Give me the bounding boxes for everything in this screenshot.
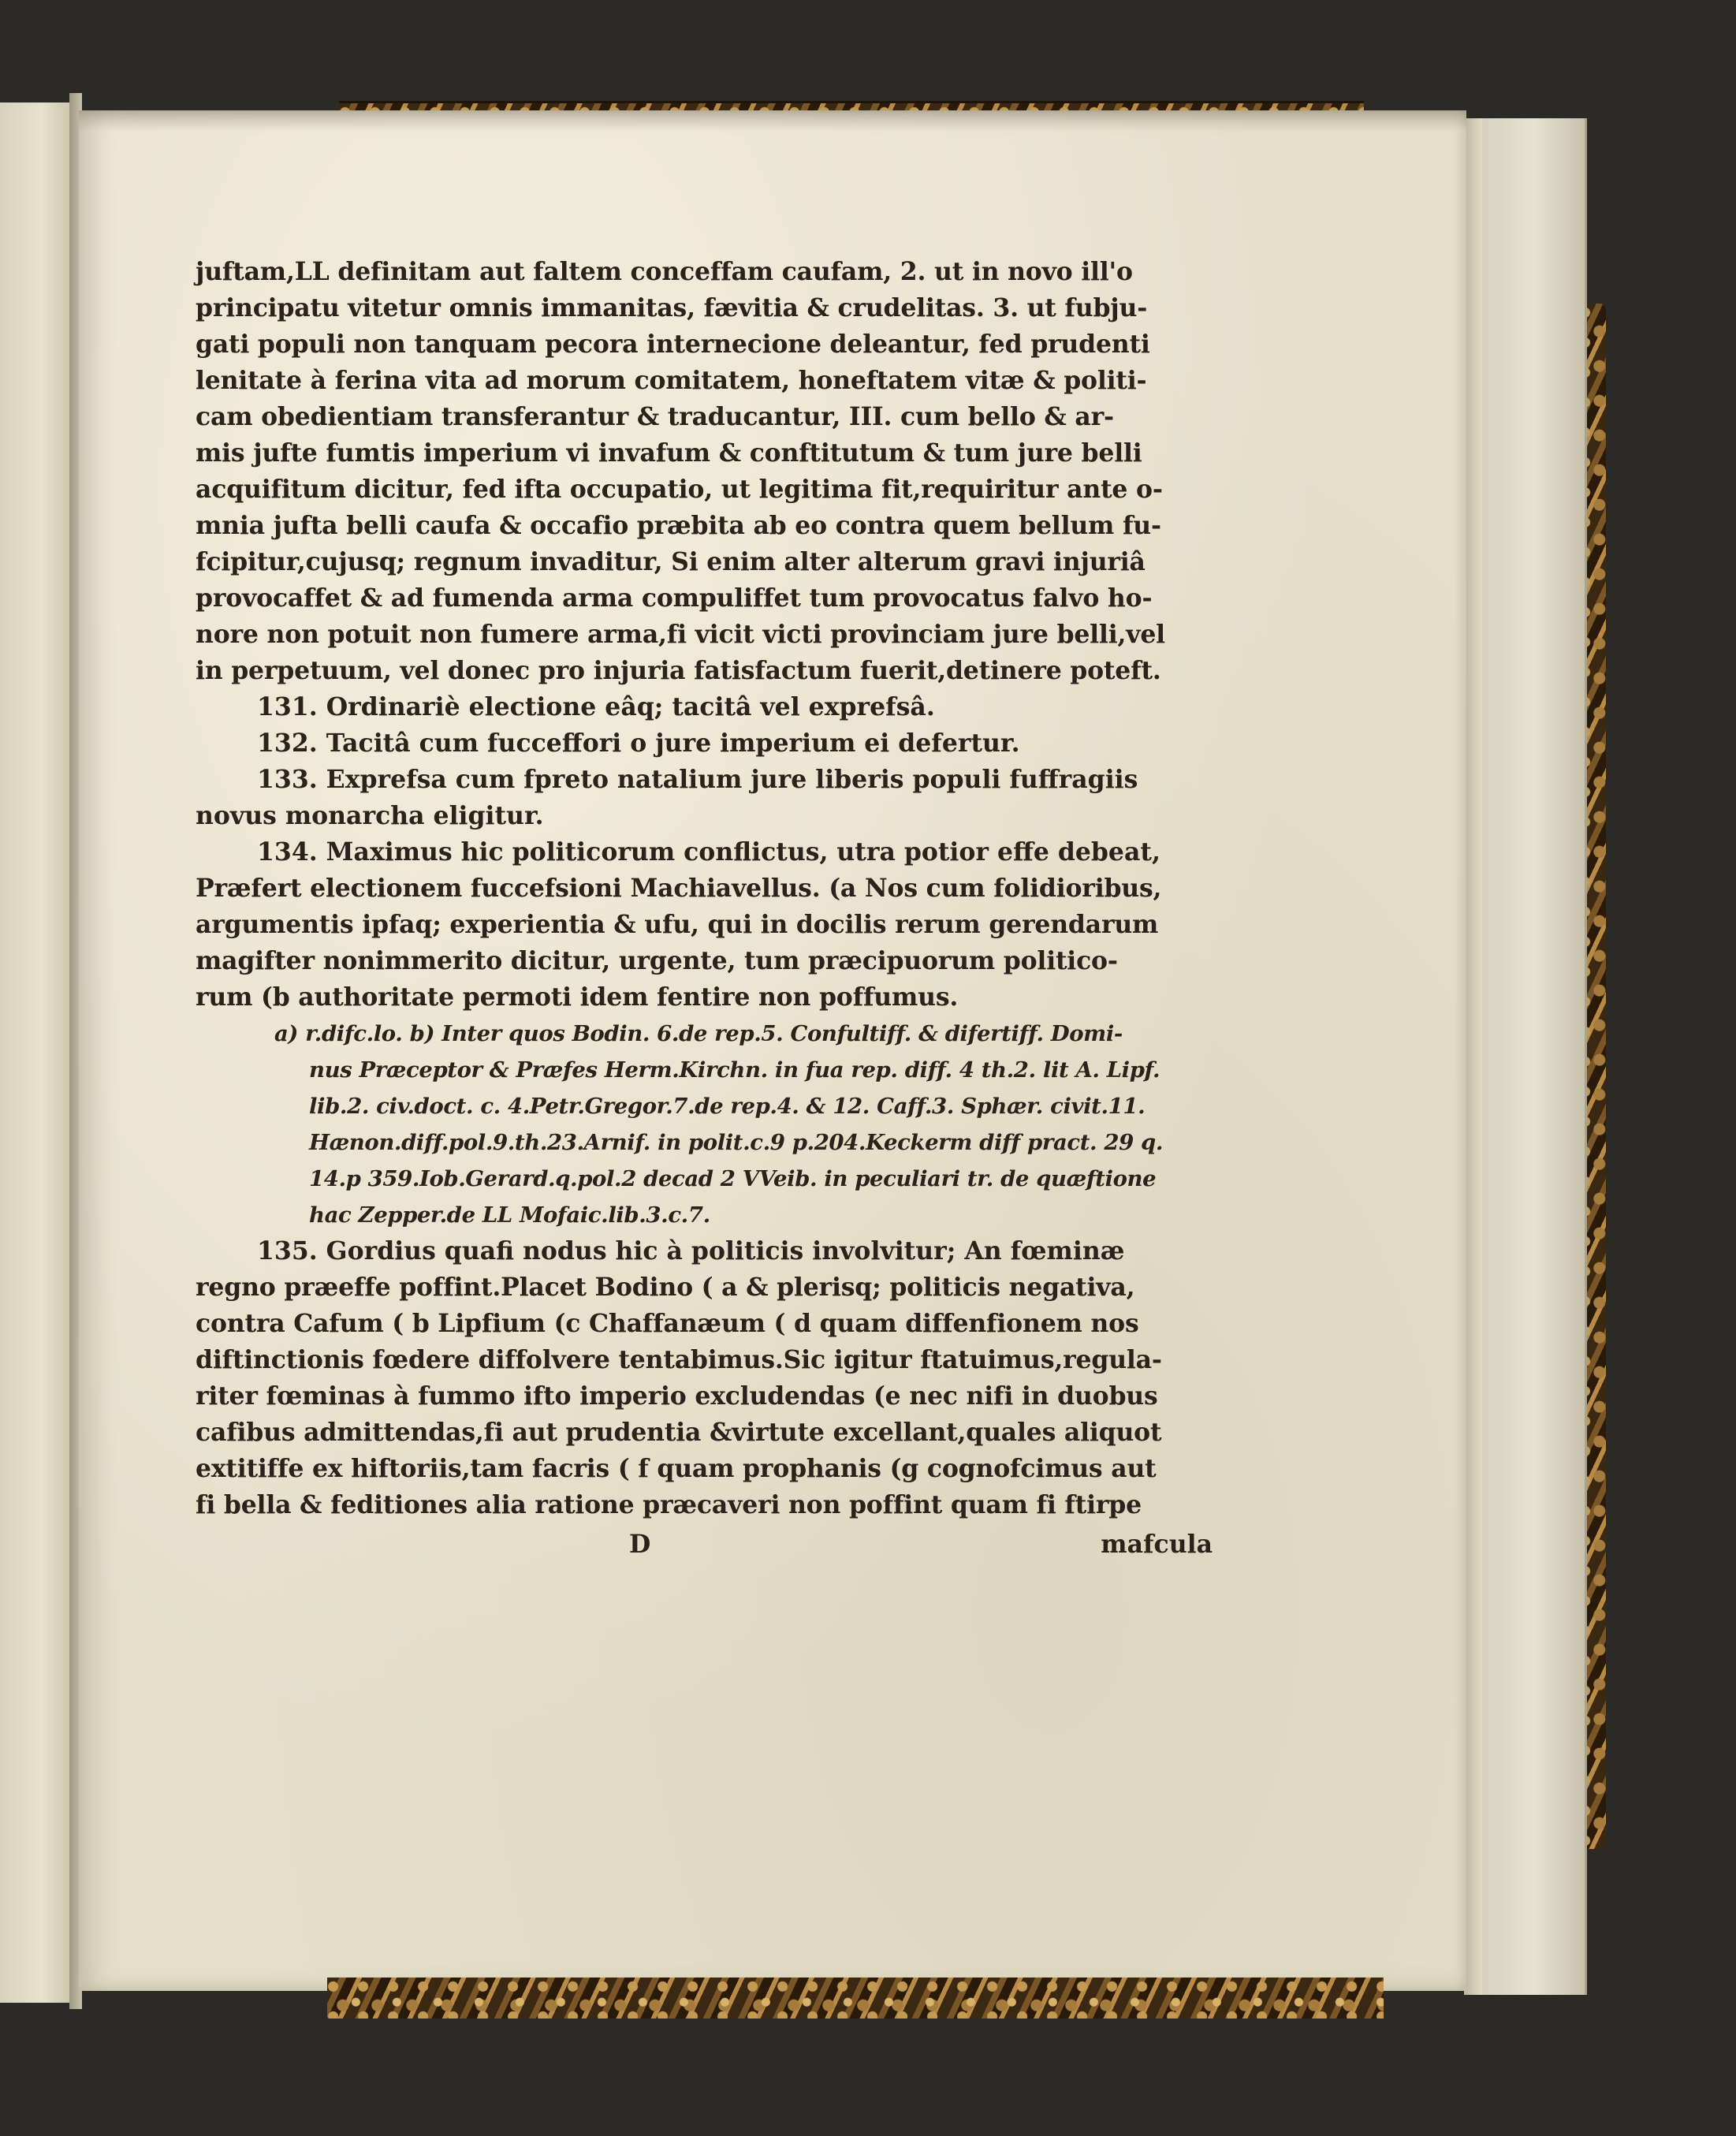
page-text — [196, 254, 1220, 1563]
note-line: lib.2. civ.doct. c. 4.Petr.Gregor.7.de rep.4. & 12. Caff.3. Sphær. civit.11. — [309, 1094, 1146, 1119]
text-line: diftinctionis fœdere diffolvere tentabimus.Sic igitur ftatuimus,regula- — [196, 1345, 1162, 1374]
note-line: Hænon.diff.pol.9.th.23.Arnif. in polit.c.9 p.204.Keckerm diff pract. 29 q. — [309, 1130, 1164, 1155]
section-number: 131. — [257, 692, 318, 721]
marginal-notes — [196, 1016, 1220, 1233]
text-line: fcipitur,cujusq; regnum invaditur, Si enim alter alterum gravi injuriâ — [196, 547, 1146, 576]
text-line: mnia jufta belli caufa & occafio præbita ab eo contra quem bellum fu- — [196, 511, 1161, 540]
text-line: 134. Maximus hic politicorum conflictus, utra potior effe debeat, — [257, 837, 1160, 867]
section-131 — [196, 689, 1220, 725]
text-line: argumentis ipfaq; experientia & ufu, qui in docilis rerum gerendarum — [196, 910, 1159, 939]
text-line: novus monarcha eligitur. — [196, 801, 544, 830]
text-line: 135. Gordius quafi nodus hic à politicis involvitur; An fœminæ — [257, 1236, 1125, 1266]
text-line: Præfert electionem fuccefsioni Machiavellus. (a Nos cum folidioribus, — [196, 874, 1162, 903]
text-line: juftam,LL definitam aut faltem conceffam caufam, 2. ut in novo ill'o — [196, 257, 1133, 286]
text-line: provocaffet & ad fumenda arma compuliffet tum provocatus falvo ho- — [196, 583, 1153, 613]
text-line: regno præeffe poffint.Placet Bodino ( a & plerisq; politicis negativa, — [196, 1273, 1135, 1302]
text-line: magifter nonimmerito dicitur, urgente, tum præcipuorum politico- — [196, 946, 1118, 975]
text-line: cafibus admittendas,fi aut prudentia &virtute excellant,quales aliquot — [196, 1418, 1162, 1447]
section-134 — [196, 834, 1220, 1016]
text-line: rum (b authoritate permoti idem fentire non poffumus. — [196, 982, 959, 1012]
note-line: a) r.difc.lo. b) Inter quos Bodin. 6.de rep.5. Confultiff. & difertiff. Domi- — [274, 1021, 1123, 1046]
catchword: mafcula — [1101, 1530, 1213, 1559]
section-133 — [196, 762, 1220, 834]
text-line: fi bella & feditiones alia ratione præcaveri non poffint quam fi ftirpe — [196, 1490, 1142, 1519]
text-line: principatu vitetur omnis immanitas, fævitia & crudelitas. 3. ut fubju- — [196, 293, 1148, 322]
text-line: 133. Exprefsa cum fpreto natalium jure liberis populi fuffragiis — [257, 765, 1138, 794]
back-cover-board — [1482, 118, 1587, 1995]
section-text: Ordinariè electione eâq; tacitâ vel exprefsâ. — [326, 692, 935, 721]
text-line: riter fœminas à fummo ifto imperio excludendas (e nec nifi in duobus — [196, 1381, 1158, 1411]
section-132 — [196, 725, 1220, 762]
text-line: acquifitum dicitur, fed ifta occupatio, ut legitima fit,requiritur ante o- — [196, 475, 1163, 504]
text-line: in perpetuum, vel donec pro injuria fatisfactum fuerit,detinere poteft. — [196, 656, 1161, 685]
text-line: mis jufte fumtis imperium vi invafum & conftitutum & tum jure belli — [196, 438, 1142, 468]
text-line: nore non potuit non fumere arma,fi vicit victi provinciam jure belli,vel — [196, 620, 1165, 649]
text-line: extitiffe ex hiftoriis,tam facris ( f quam prophanis (g cognofcimus aut — [196, 1454, 1157, 1483]
text-line: cam obedientiam transferantur & traducantur, III. cum bello & ar- — [196, 402, 1114, 431]
page-footer — [196, 1527, 1213, 1563]
section-number: 132. — [257, 729, 318, 758]
note-line: nus Præceptor & Præfes Herm.Kirchn. in fua rep. diff. 4 th.2. lit A. Lipf. — [309, 1057, 1160, 1083]
section-135 — [196, 1233, 1220, 1523]
body-paragraph — [196, 254, 1220, 689]
text-line: contra Cafum ( b Lipfium (c Chaffanæum ( d quam diffenfionem nos — [196, 1309, 1139, 1338]
signature-mark: D — [629, 1530, 651, 1559]
section-text: Tacitâ cum fucceffori o jure imperium ei defertur. — [326, 729, 1020, 758]
note-line: 14.p 359.Iob.Gerard.q.pol.2 decad 2 VVeib. in peculiari tr. de quæftione — [309, 1166, 1157, 1191]
marbled-edge-bottom — [327, 1978, 1384, 2019]
page-top-shadow — [79, 110, 1466, 131]
note-line: hac Zepper.de LL Mofaic.lib.3.c.7. — [309, 1202, 710, 1228]
page-fore-edge — [1464, 118, 1483, 1995]
previous-page-edge — [0, 103, 69, 2003]
text-line: lenitate à ferina vita ad morum comitatem, honeftatem vitæ & politi- — [196, 366, 1147, 395]
text-line: gati populi non tanquam pecora internecione deleantur, fed prudenti — [196, 330, 1150, 359]
